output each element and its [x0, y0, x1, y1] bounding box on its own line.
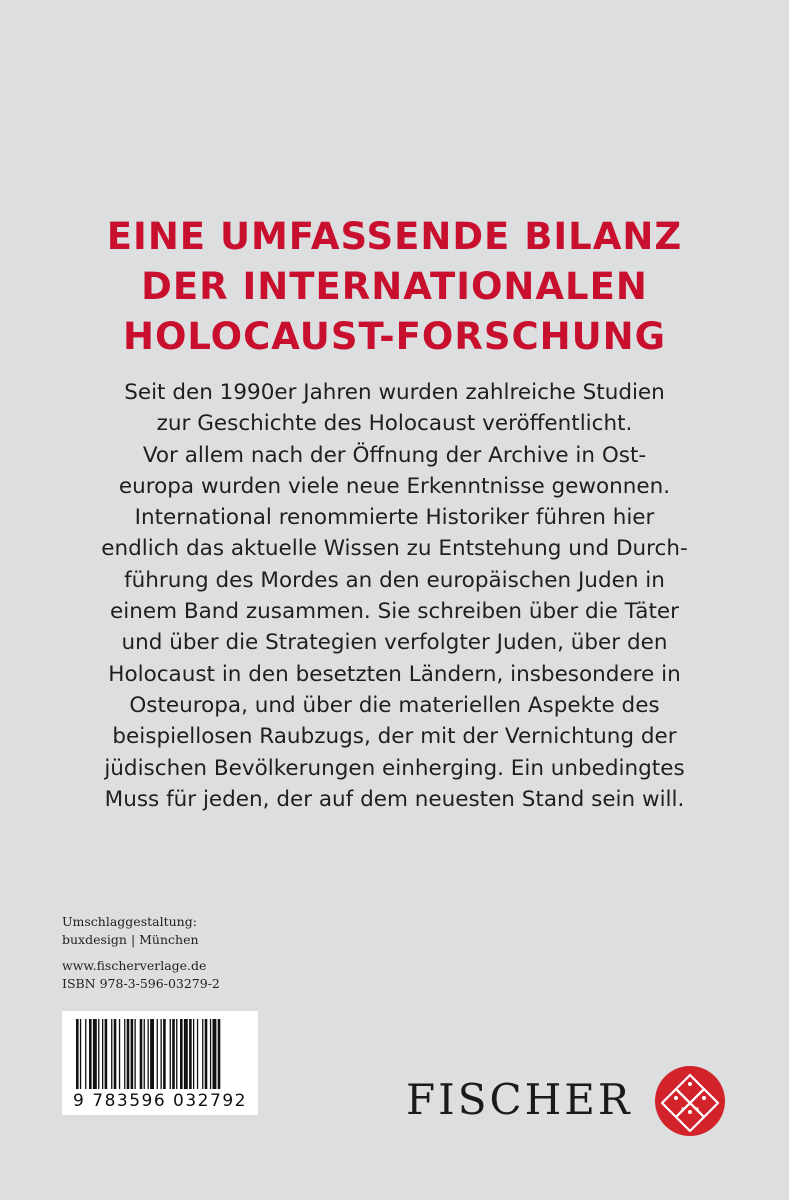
barcode-bar: [176, 1019, 177, 1089]
barcode-bar: [161, 1019, 162, 1089]
barcode-bar: [98, 1019, 99, 1089]
blurb-line: Vor allem nach der Öffnung der Archive in Ost-: [142, 442, 647, 468]
headline: [0, 212, 789, 362]
blurb-line: führung des Mordes an den europäischen Juden in: [124, 567, 665, 593]
publisher-website: www.fischerverlage.de: [62, 958, 207, 973]
barcode-bar: [114, 1019, 117, 1089]
fischer-fish-logo-icon: [654, 1065, 726, 1137]
blurb-line: zur Geschichte des Holocaust veröffentlicht.: [156, 411, 633, 437]
blurb-line: jüdischen Bevölkerungen einherging. Ein unbedingtes: [104, 755, 685, 781]
blurb-line: Seit den 1990er Jahren wurden zahlreiche Studien: [124, 380, 665, 405]
publisher-name: FISCHER: [406, 1075, 633, 1124]
blurb-line: und über die Strategien verfolgter Juden, über den: [121, 630, 668, 656]
barcode-bars: [62, 1011, 258, 1091]
barcode-bar: [89, 1019, 92, 1089]
barcode-bar: [205, 1019, 208, 1089]
headline-line: EINE UMFASSENDE BILANZ: [106, 215, 683, 258]
barcode-bar: [197, 1019, 198, 1089]
barcode-bar: [102, 1019, 103, 1089]
blurb-line: Osteuropa, und über die materiellen Aspekte des: [129, 692, 660, 718]
barcode: [62, 1011, 258, 1115]
blurb-line: beispiellosen Raubzugs, der mit der Vernichtung der: [112, 724, 677, 750]
barcode-bar: [76, 1019, 79, 1089]
headline-line: DER INTERNATIONALEN: [141, 265, 648, 308]
barcode-bar: [163, 1019, 166, 1089]
headline-line: HOLOCAUST-FORSCHUNG: [123, 315, 666, 358]
barcode-bar: [140, 1019, 143, 1089]
barcode-bar: [210, 1019, 211, 1089]
cover-design-credit: buxdesign | München: [62, 932, 199, 947]
barcode-bar: [213, 1019, 217, 1089]
blurb: [0, 377, 789, 815]
barcode-bar: [111, 1019, 112, 1089]
barcode-bar: [193, 1019, 194, 1089]
barcode-bar: [148, 1019, 149, 1089]
barcode-bar: [172, 1019, 175, 1089]
isbn: ISBN 978-3-596-03279-2: [62, 976, 220, 991]
barcode-digits: 9 783596 032792: [73, 1091, 247, 1111]
barcode-bar: [170, 1019, 171, 1089]
barcode-bar: [218, 1019, 221, 1089]
barcode-bar: [85, 1019, 86, 1089]
barcode-bar: [150, 1019, 154, 1089]
barcode-bar: [202, 1019, 203, 1089]
barcode-bar: [144, 1019, 145, 1089]
barcode-bar: [105, 1019, 108, 1089]
blurb-line: Muss für jeden, der auf dem neuesten Stand sein will.: [104, 786, 685, 812]
barcode-bar: [184, 1019, 188, 1089]
barcode-bar: [119, 1019, 120, 1089]
blurb-line: einem Band zusammen. Sie schreiben über die Täter: [110, 599, 679, 625]
blurb-line: europa wurden viele neue Erkenntnisse gewonnen.: [118, 473, 671, 499]
barcode-bar: [124, 1019, 125, 1089]
blurb-line: International renommierte Historiker führen hier: [134, 505, 655, 531]
cover-design-label: Umschlaggestaltung:: [62, 914, 197, 929]
barcode-bar: [127, 1019, 130, 1089]
blurb-line: endlich das aktuelle Wissen zu Entstehung und Durch-: [101, 536, 688, 562]
barcode-bar: [80, 1019, 81, 1089]
barcode-bar: [180, 1019, 183, 1089]
barcode-bar: [131, 1019, 134, 1089]
barcode-bar: [135, 1019, 136, 1089]
barcode-bar: [93, 1019, 97, 1089]
blurb-line: Holocaust in den besetzten Ländern, insbesondere in: [108, 661, 681, 687]
credits: [62, 913, 220, 993]
barcode-bar: [157, 1019, 158, 1089]
barcode-bar: [189, 1019, 192, 1089]
